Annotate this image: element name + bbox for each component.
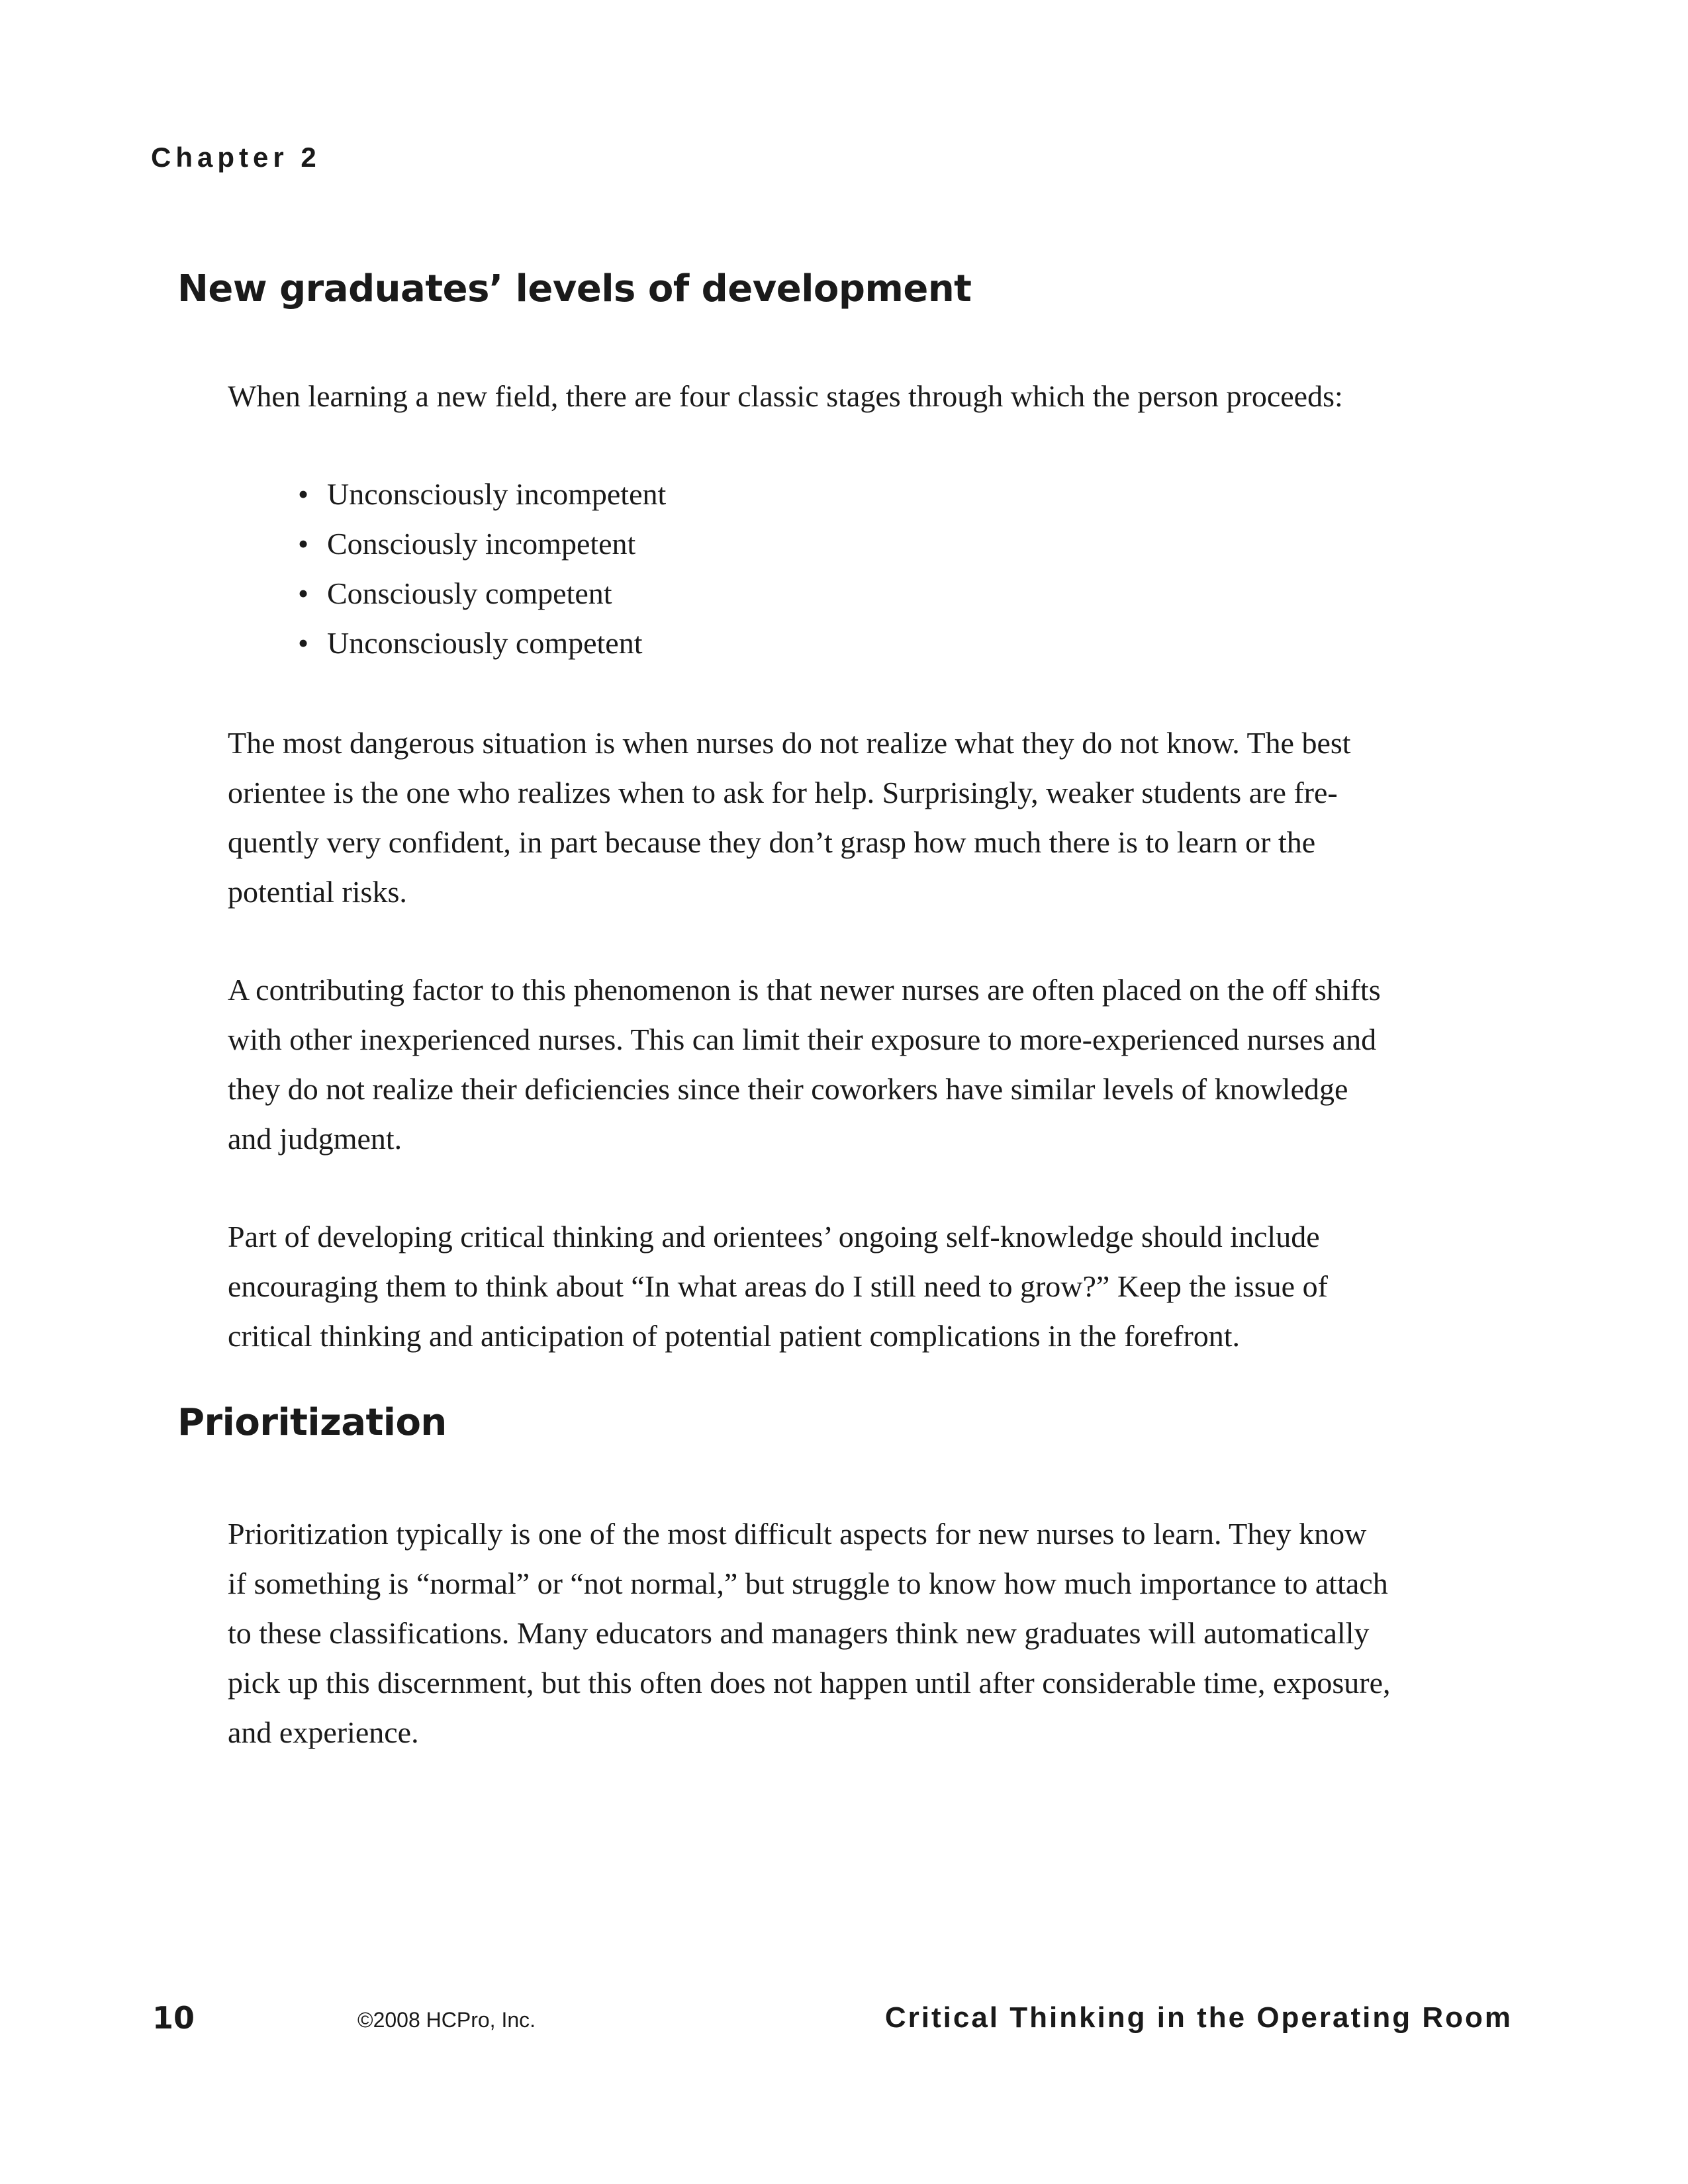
paragraph-line: if something is “normal” or “not normal,” but struggle to know how much importance to attach [228,1567,1388,1600]
paragraph-line: quently very confident, in part because they don’t grasp how much there is to learn or the [228,825,1316,859]
book-title: Critical Thinking in the Operating Room [884,2001,1513,2034]
list-item [298,469,666,519]
list-item-text: Consciously competent [327,576,612,610]
paragraph-line: Part of developing critical thinking and orientees’ ongoing self-knowledge should include [228,1220,1320,1253]
paragraph-line: critical thinking and anticipation of potential patient complications in the forefront. [228,1319,1241,1353]
section-heading-prioritization: Prioritization [177,1401,447,1444]
bullet-icon: • [298,477,309,511]
section-heading-development: New graduates’ levels of development [177,267,972,310]
copyright-notice: ©2008 HCPro, Inc. [357,2008,536,2032]
paragraph-line: orientee is the one who realizes when to ask for help. Surprisingly, weaker students are fre- [228,776,1338,809]
paragraph-line: to these classifications. Many educators and managers think new graduates will automatically [228,1616,1370,1650]
paragraph-line: and judgment. [228,1122,402,1156]
list-item [298,618,666,668]
list-item [298,569,666,618]
list-item-text: Unconsciously competent [327,626,643,660]
list-item-text: Consciously incompetent [327,527,636,561]
body-paragraph-danger [228,718,1525,917]
paragraph-line: and experience. [228,1715,419,1749]
paragraph-line: potential risks. [228,875,407,909]
paragraph-line: they do not realize their deficiencies since their coworkers have similar levels of knowledge [228,1072,1348,1106]
body-paragraph-factor [228,965,1525,1163]
bullet-icon: • [298,626,309,660]
body-paragraph-prioritization [228,1509,1525,1757]
bullet-icon: • [298,527,309,561]
paragraph-line: The most dangerous situation is when nurses do not realize what they do not know. The best [228,726,1351,760]
paragraph-line: A contributing factor to this phenomenon is that newer nurses are often placed on the off shifts [228,973,1381,1007]
paragraph-line: with other inexperienced nurses. This can limit their exposure to more-experienced nurses and [228,1023,1377,1056]
paragraph-line: Prioritization typically is one of the most difficult aspects for new nurses to learn. They know [228,1517,1367,1551]
paragraph-line: encouraging them to think about “In what areas do I still need to grow?” Keep the issue of [228,1269,1328,1303]
page-number: 10 [152,2000,195,2036]
bullet-icon: • [298,576,309,610]
list-item [298,519,666,569]
body-paragraph-self-knowledge [228,1212,1525,1361]
paragraph-line: pick up this discernment, but this often does not happen until after considerable time, exposure, [228,1666,1391,1700]
stages-list [298,469,666,668]
chapter-label: Chapter 2 [151,142,321,173]
intro-paragraph: When learning a new field, there are four classic stages through which the person proceeds: [228,379,1343,413]
list-item-text: Unconsciously incompetent [327,477,667,511]
